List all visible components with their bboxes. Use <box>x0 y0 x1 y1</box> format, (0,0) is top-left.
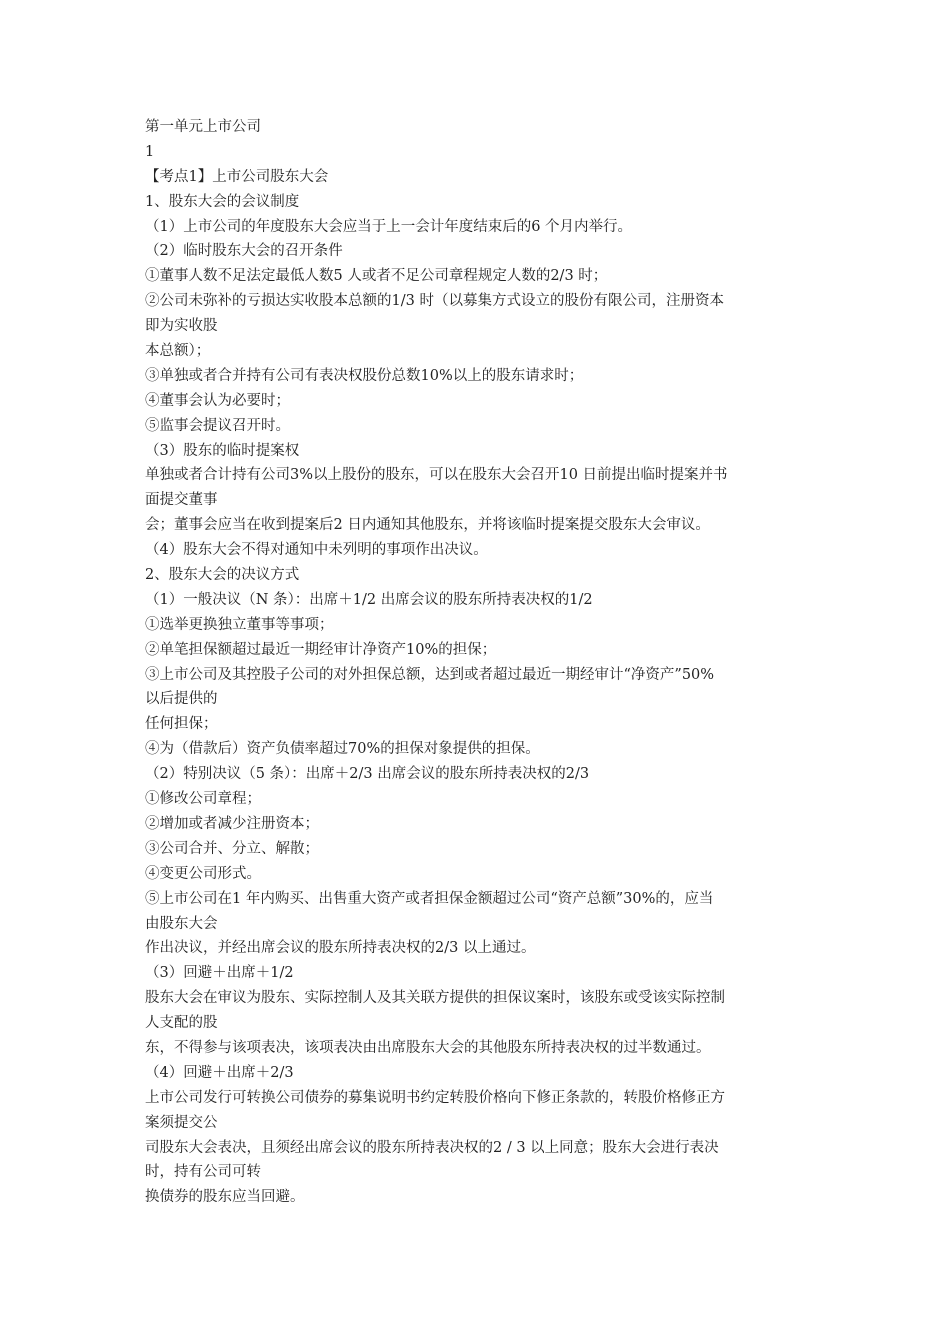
section-title: 第一单元上市公司 <box>145 119 261 135</box>
page-number: 1 <box>145 143 155 160</box>
text-line: 司股东大会表决，且须经出席会议的股东所持表决权的2 / 3 以上同意；股东大会进行表决 <box>145 1139 719 1156</box>
text-line: 会；董事会应当在收到提案后2 日内通知其他股东，并将该临时提案提交股东大会审议。 <box>145 517 710 534</box>
text-line: ③单独或者合并持有公司有表决权股份总数10%以上的股东请求时； <box>145 367 584 384</box>
text-line: 本总额）； <box>145 343 211 360</box>
text-line: （4）回避＋出席＋2/3 <box>145 1064 294 1081</box>
text-line: 面提交董事 <box>145 492 218 509</box>
text-line: ②公司未弥补的亏损达实收股本总额的1/3 时（以募集方式设立的股份有限公司，注册资本 <box>145 293 724 310</box>
document-page <box>145 115 810 1210</box>
text-line: 即为实收股 <box>145 318 218 335</box>
text-line: 时，持有公司可转 <box>145 1164 261 1181</box>
text-line: （1）上市公司的年度股东大会应当于上一会计年度结束后的6 个月内举行。 <box>145 218 633 235</box>
text-line: 以后提供的 <box>145 691 218 708</box>
text-line: ④董事会认为必要时； <box>145 392 290 409</box>
text-line: 东，不得参与该项表决，该项表决由出席股东大会的其他股东所持表决权的过半数通过。 <box>145 1039 711 1056</box>
text-line: （1）一般决议（N 条）：出席＋1/2 出席会议的股东所持表决权的1/2 <box>145 591 593 608</box>
text-line: ②单笔担保额超过最近一期经审计净资产10%的担保； <box>145 641 497 658</box>
text-line: 上市公司发行可转换公司债券的募集说明书约定转股价格向下修正条款的，转股价格修正方 <box>145 1089 725 1106</box>
text-line: ⑤上市公司在1 年内购买、出售重大资产或者担保金额超过公司“资产总额”30%的，应当 <box>145 890 714 907</box>
text-line: （2）临时股东大会的召开条件 <box>145 243 343 260</box>
text-line: ④为（借款后）资产负债率超过70%的担保对象提供的担保。 <box>145 741 540 758</box>
subsection-heading: 1、股东大会的会议制度 <box>145 193 300 210</box>
text-line: （3）股东的临时提案权 <box>145 442 300 459</box>
text-line: ①选举更换独立董事等事项； <box>145 616 334 633</box>
text-line: （4）股东大会不得对通知中未列明的事项作出决议。 <box>145 542 488 559</box>
text-line: ④变更公司形式。 <box>145 865 261 882</box>
text-line: ①董事人数不足法定最低人数5 人或者不足公司章程规定人数的2/3 时； <box>145 268 608 285</box>
text-line: 股东大会在审议为股东、实际控制人及其关联方提供的担保议案时，该股东或受该实际控制 <box>145 990 725 1007</box>
text-line: 由股东大会 <box>145 915 218 932</box>
text-line: （2）特别决议（5 条）：出席＋2/3 出席会议的股东所持表决权的2/3 <box>145 766 590 783</box>
text-line: ①修改公司章程； <box>145 791 261 808</box>
text-line: 人支配的股 <box>145 1015 218 1032</box>
text-line: 案须提交公 <box>145 1114 218 1131</box>
text-line: 单独或者合计持有公司3%以上股份的股东，可以在股东大会召开10 日前提出临时提案并书 <box>145 467 728 484</box>
topic-heading: 【考点1】上市公司股东大会 <box>145 168 329 185</box>
text-line: 作出决议，并经出席会议的股东所持表决权的2/3 以上通过。 <box>145 940 536 957</box>
text-line: ⑤监事会提议召开时。 <box>145 417 290 434</box>
text-line: （3）回避＋出席＋1/2 <box>145 965 294 982</box>
text-line: 换债券的股东应当回避。 <box>145 1189 305 1206</box>
subsection-heading: 2、股东大会的决议方式 <box>145 567 300 584</box>
text-line: 任何担保； <box>145 716 218 733</box>
text-line: ②增加或者减少注册资本； <box>145 815 319 832</box>
text-line: ③上市公司及其控股子公司的对外担保总额，达到或者超过最近一期经审计“净资产”50% <box>145 666 715 683</box>
text-line: ③公司合并、分立、解散； <box>145 840 319 857</box>
